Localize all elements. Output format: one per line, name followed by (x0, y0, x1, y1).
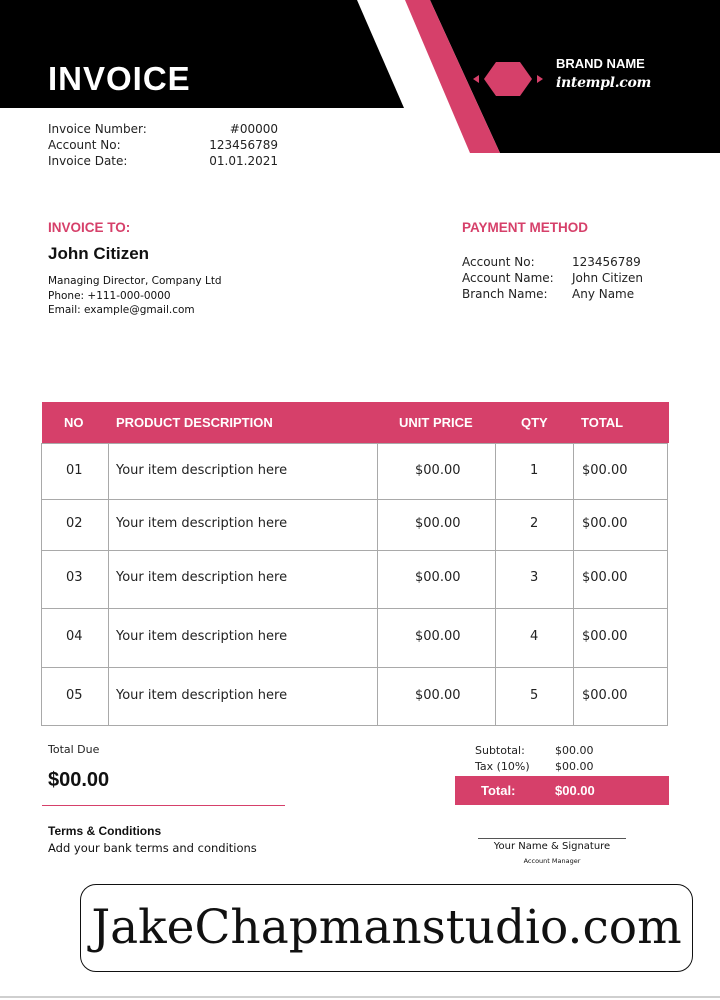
pay-account-name-value: John Citizen (572, 271, 643, 285)
row-unit-price: $00.00 (415, 688, 461, 703)
client-email: Email: example@gmail.com (48, 304, 195, 316)
pay-branch-name-label: Branch Name: (462, 287, 548, 301)
subtotal-label: Subtotal: (475, 744, 525, 757)
invoice-number-value: #00000 (229, 122, 278, 136)
row-no: 01 (66, 463, 83, 478)
row-description: Your item description here (116, 570, 288, 585)
payment-method-heading: PAYMENT METHOD (462, 220, 589, 235)
row-divider (41, 608, 668, 609)
row-qty: 5 (530, 688, 539, 703)
row-unit-price: $00.00 (415, 570, 461, 585)
terms-text: Add your bank terms and conditions (48, 841, 257, 855)
col-divider (108, 443, 109, 726)
invoice-date-label: Invoice Date: (48, 154, 128, 168)
col-header-total: TOTAL (581, 415, 624, 430)
col-header-no: NO (64, 415, 84, 430)
row-no: 04 (66, 629, 83, 644)
row-divider (41, 667, 668, 668)
row-no: 02 (66, 516, 83, 531)
pay-account-no-value: 123456789 (572, 255, 641, 269)
row-total: $00.00 (582, 629, 628, 644)
row-total: $00.00 (582, 570, 628, 585)
total-due-underline (42, 805, 285, 806)
total-label: Total: (481, 783, 516, 798)
col-header-description: PRODUCT DESCRIPTION (116, 415, 273, 430)
terms-title: Terms & Conditions (48, 824, 162, 838)
col-header-unit-price: UNIT PRICE (399, 415, 473, 430)
row-divider (41, 550, 668, 551)
signature-role: Account Manager (523, 857, 581, 865)
invoice-to-heading: INVOICE TO: (48, 220, 131, 235)
watermark-banner: JakeChapmanstudio.com (80, 884, 693, 972)
client-title: Managing Director, Company Ltd (48, 275, 222, 287)
row-description: Your item description here (116, 629, 288, 644)
brand-site: intempl.com (556, 75, 652, 91)
row-description: Your item description here (116, 463, 288, 478)
row-total: $00.00 (582, 688, 628, 703)
total-due-amount: $00.00 (48, 769, 110, 791)
invoice-title: INVOICE (48, 60, 191, 97)
row-total: $00.00 (582, 463, 628, 478)
account-no-value: 123456789 (209, 138, 278, 152)
row-description: Your item description here (116, 688, 288, 703)
pay-account-no-label: Account No: (462, 255, 535, 269)
total-value: $00.00 (555, 783, 595, 798)
row-no: 05 (66, 688, 83, 703)
col-divider (377, 443, 378, 726)
row-unit-price: $00.00 (415, 463, 461, 478)
col-divider (495, 443, 496, 726)
subtotal-value: $00.00 (555, 744, 594, 757)
account-no-label: Account No: (48, 138, 121, 152)
client-name: John Citizen (48, 244, 150, 263)
invoice-number-label: Invoice Number: (48, 122, 147, 136)
row-divider (41, 499, 668, 500)
row-qty: 4 (530, 629, 539, 644)
row-qty: 2 (530, 516, 539, 531)
pay-account-name-label: Account Name: (462, 271, 554, 285)
row-qty: 3 (530, 570, 539, 585)
row-no: 03 (66, 570, 83, 585)
pay-branch-name-value: Any Name (572, 287, 635, 301)
signature-name: Your Name & Signature (493, 841, 611, 852)
brand-name: BRAND NAME (556, 56, 645, 71)
tax-label: Tax (10%) (475, 760, 530, 773)
total-due-label: Total Due (48, 743, 100, 756)
row-unit-price: $00.00 (415, 516, 461, 531)
col-divider (573, 443, 574, 726)
row-description: Your item description here (116, 516, 288, 531)
signature-line (478, 838, 626, 839)
client-phone: Phone: +111-000-0000 (48, 290, 171, 302)
bottom-divider (0, 996, 720, 998)
row-qty: 1 (530, 463, 539, 478)
row-total: $00.00 (582, 516, 628, 531)
invoice-date-value: 01.01.2021 (209, 154, 278, 168)
row-unit-price: $00.00 (415, 629, 461, 644)
tax-value: $00.00 (555, 760, 594, 773)
col-header-qty: QTY (521, 415, 548, 430)
